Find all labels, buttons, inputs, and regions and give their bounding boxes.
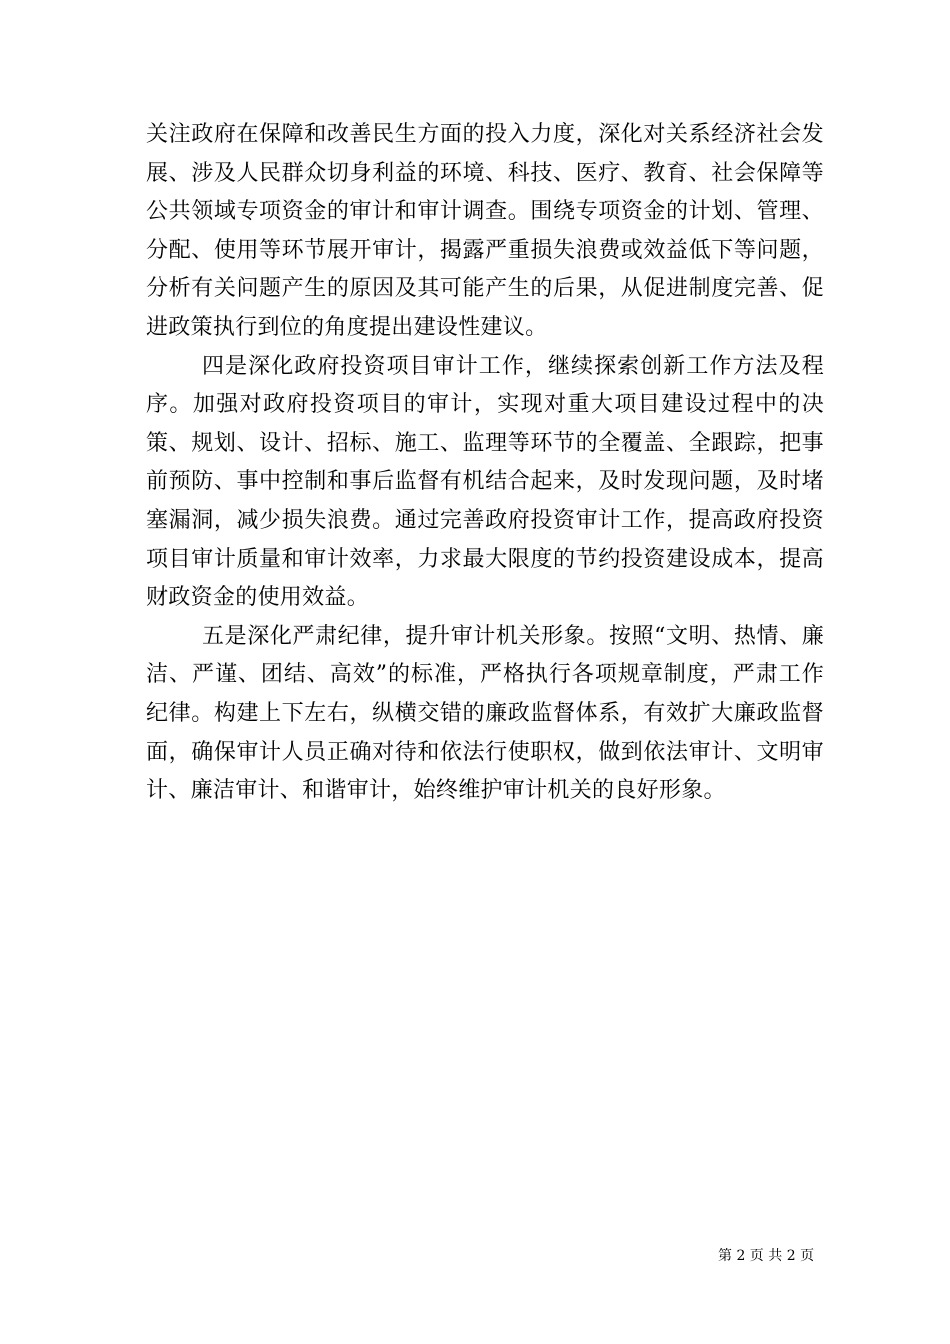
page-number: 第 2 页 共 2 页 [718, 1248, 815, 1264]
paragraph-discipline: 五是深化严肃纪律，提升审计机关形象。按照“文明、热情、廉洁、严谨、团结、高效”的标准，严格执行各项规章制度，严肃工作纪律。构建上下左右，纵横交错的廉政监督体系，有效扩大廉政监督面，确保审计人员正确对待和依法行使职权，做到依法审计、文明审计、廉洁审计、和谐审计，始终维护审计机关的良好形象。 [146, 623, 824, 804]
paragraph-continued: 关注政府在保障和改善民生方面的投入力度，深化对关系经济社会发展、涉及人民群众切身利益的环境、科技、医疗、教育、社会保障等公共领域专项资金的审计和审计调查。围绕专项资金的计划、管理、分配、使用等环节展开审计，揭露严重损失浪费或效益低下等问题，分析有关问题产生的原因及其可能产生的后果，从促进制度完善、促进政策执行到位的角度提出建设性建议。 [146, 122, 824, 340]
paragraph-investment-audit: 四是深化政府投资项目审计工作，继续探索创新工作方法及程序。加强对政府投资项目的审计，实现对重大项目建设过程中的决策、规划、设计、招标、施工、监理等环节的全覆盖、全跟踪，把事前预防、事中控制和事后监督有机结合起来，及时发现问题，及时堵塞漏洞，减少损失浪费。通过完善政府投资审计工作，提高政府投资项目审计质量和审计效率，力求最大限度的节约投资建设成本，提高财政资金的使用效益。 [146, 353, 824, 611]
body-text [146, 116, 824, 811]
